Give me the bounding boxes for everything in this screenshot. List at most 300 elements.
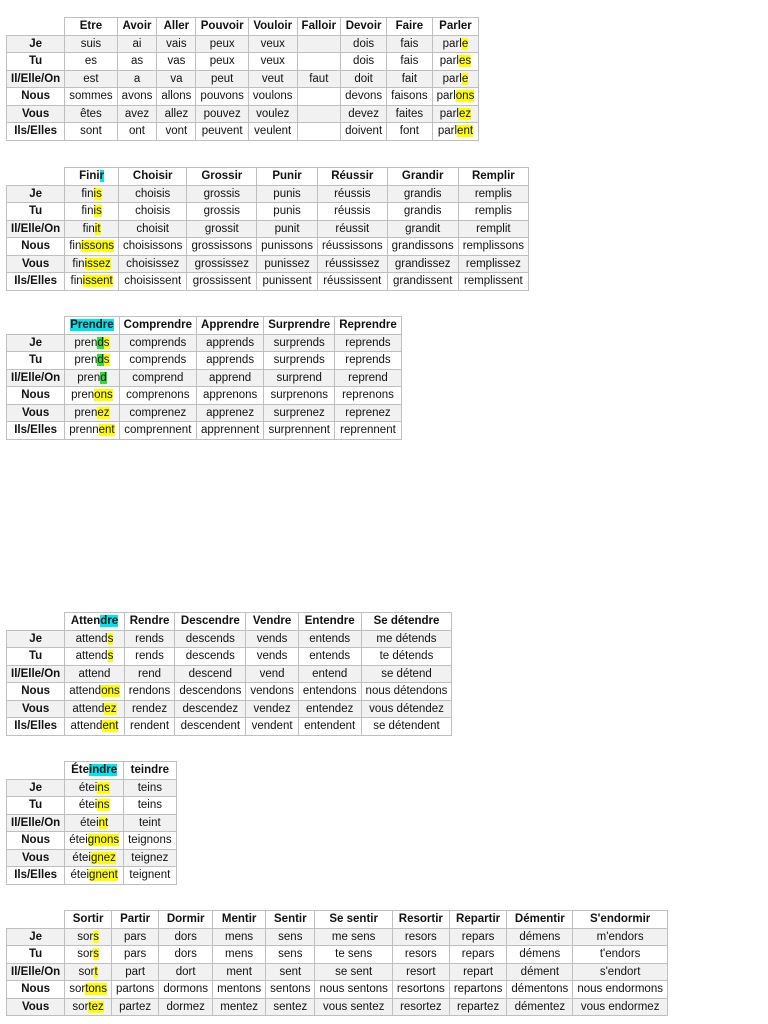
stem-text: étei [78, 799, 98, 812]
conjugation-cell: rend [124, 665, 175, 683]
table-row [7, 422, 402, 440]
conjugation-cell [297, 53, 341, 71]
verb-header: Réussir [317, 168, 387, 186]
table-row [7, 797, 177, 815]
conjugation-table-prendre [6, 316, 402, 440]
verb-header: Sentir [266, 911, 315, 929]
conjugation-cell: me détends [361, 630, 452, 648]
conjugation-cell: sommes [65, 88, 117, 106]
conjugation-cell: allons [157, 88, 196, 106]
table-row [7, 630, 452, 648]
stem-text: étei [80, 816, 99, 829]
conjugation-cell: dois [341, 35, 387, 53]
conjugation-cell: teins [124, 779, 176, 797]
conjugation-cell: doivent [341, 123, 387, 141]
conjugation-cell [65, 334, 119, 352]
stem-text: sor [72, 1000, 89, 1013]
verb-header [65, 317, 119, 335]
verb-header: Démentir [507, 911, 573, 929]
conjugation-cell: surprends [264, 352, 335, 370]
verb-header: Aller [157, 18, 196, 36]
conjugation-cell: choisis [118, 185, 186, 203]
conjugation-cell: comprenons [119, 387, 196, 405]
conjugation-cell: grandit [387, 220, 458, 238]
conjugation-cell: apprends [197, 352, 264, 370]
verb-header: Apprendre [197, 317, 264, 335]
ending-highlight: e [461, 72, 469, 85]
conjugation-cell: grossissons [187, 238, 257, 256]
table-row [7, 779, 177, 797]
conjugation-cell: êtes [65, 105, 117, 123]
conjugation-cell: remplissez [458, 255, 528, 273]
conjugation-cell [65, 665, 125, 683]
conjugation-cell: entendons [298, 683, 361, 701]
conjugation-cell: pouvez [196, 105, 248, 123]
conjugation-cell: sens [266, 946, 315, 964]
pronoun-label: Vous [7, 105, 65, 123]
conjugation-cell: teint [124, 814, 176, 832]
table-row [7, 123, 479, 141]
pronoun-label: Vous [7, 404, 65, 422]
conjugation-table-ir-verbs [6, 167, 529, 291]
pronoun-label: Ils/Elles [7, 867, 65, 885]
table-row [7, 814, 177, 832]
verb-header: Etre [65, 18, 117, 36]
conjugation-cell: vous sentez [315, 998, 392, 1016]
conjugation-cell: teignons [124, 832, 176, 850]
conjugation-cell [65, 185, 119, 203]
conjugation-cell: entends [298, 630, 361, 648]
conjugation-cell: vais [157, 35, 196, 53]
ending-highlight: d [97, 354, 104, 367]
ending-highlight: issent [82, 275, 113, 288]
conjugation-cell: sentez [266, 998, 315, 1016]
conjugation-cell: pars [111, 946, 158, 964]
table-row [7, 718, 452, 736]
conjugation-cell [65, 814, 124, 832]
ending-highlight: issons [81, 240, 114, 253]
stem-text: sor [77, 930, 94, 943]
table-row [7, 665, 452, 683]
ending-highlight: is [93, 187, 102, 200]
table-row [7, 998, 668, 1016]
ending-highlight: s [107, 650, 114, 663]
conjugation-table-eindre [6, 761, 177, 885]
stem-text: fin [81, 205, 94, 218]
conjugation-cell: surprenez [264, 404, 335, 422]
stem-text: parl [439, 55, 459, 68]
conjugation-cell: avez [117, 105, 157, 123]
conjugation-cell: sont [65, 123, 117, 141]
conjugation-cell: surprennent [264, 422, 335, 440]
conjugation-cell: choisissons [118, 238, 186, 256]
conjugation-cell [65, 797, 124, 815]
conjugation-cell [432, 70, 479, 88]
verb-header: Parler [432, 18, 479, 36]
conjugation-cell [65, 404, 119, 422]
conjugation-cell: descendez [175, 700, 246, 718]
conjugation-cell: vous endormez [573, 998, 668, 1016]
ending-highlight: ent [102, 720, 119, 733]
pronoun-label: Je [7, 35, 65, 53]
corner-cell [7, 168, 65, 186]
ending-highlight: ns [97, 781, 110, 794]
ending-highlight: d [97, 336, 104, 349]
conjugation-cell: mentons [213, 981, 266, 999]
conjugation-cell: grossissent [187, 273, 257, 291]
ending-highlight: is [93, 205, 102, 218]
conjugation-cell: me sens [315, 928, 392, 946]
conjugation-cell: es [65, 53, 117, 71]
verb-header: Partir [111, 911, 158, 929]
conjugation-cell: nous sentons [315, 981, 392, 999]
conjugation-cell: grandissez [387, 255, 458, 273]
conjugation-cell: punis [257, 203, 318, 221]
table-row [7, 946, 668, 964]
ending-highlight: ez [104, 702, 117, 715]
conjugation-cell: te sens [315, 946, 392, 964]
conjugation-cell: veulent [248, 123, 297, 141]
table-row [7, 35, 479, 53]
conjugation-cell: rendons [124, 683, 175, 701]
conjugation-cell: punis [257, 185, 318, 203]
conjugation-cell: veux [248, 53, 297, 71]
conjugation-cell: comprends [119, 334, 196, 352]
conjugation-cell [65, 683, 125, 701]
conjugation-cell: surprend [264, 369, 335, 387]
ending-highlight: t [94, 965, 98, 978]
ending-highlight: gnez [90, 851, 116, 864]
conjugation-cell: veux [248, 35, 297, 53]
stem-text: parl [439, 107, 459, 120]
conjugation-cell: peux [196, 35, 248, 53]
conjugation-cell: teignent [124, 867, 176, 885]
conjugation-cell [432, 53, 479, 71]
pronoun-label: Ils/Elles [7, 123, 65, 141]
stem-text: étei [70, 869, 90, 882]
conjugation-cell: reprend [335, 369, 402, 387]
conjugation-cell: faites [387, 105, 432, 123]
conjugation-cell: fais [387, 53, 432, 71]
conjugation-cell [65, 273, 119, 291]
verb-header [65, 168, 119, 186]
conjugation-cell: vendons [246, 683, 298, 701]
conjugation-cell: devez [341, 105, 387, 123]
pronoun-label: Vous [7, 849, 65, 867]
conjugation-cell: mens [213, 946, 266, 964]
conjugation-cell: se sent [315, 963, 392, 981]
verb-header-stem: Fini [79, 170, 100, 183]
conjugation-cell: grossis [187, 185, 257, 203]
conjugation-cell: vendez [246, 700, 298, 718]
conjugation-table-irregular [6, 17, 479, 141]
conjugation-cell: font [387, 123, 432, 141]
verb-header: Surprendre [264, 317, 335, 335]
pronoun-label: Tu [7, 203, 65, 221]
table-row [7, 352, 402, 370]
corner-cell [7, 18, 65, 36]
conjugation-cell [65, 981, 112, 999]
pronoun-label: Nous [7, 981, 65, 999]
verb-header: Resortir [392, 911, 449, 929]
conjugation-cell: ment [213, 963, 266, 981]
table-row [7, 404, 402, 422]
ending-highlight: ez [97, 406, 110, 419]
conjugation-cell: reprenez [335, 404, 402, 422]
conjugation-cell: vendent [246, 718, 298, 736]
verb-header-ending: indre [89, 764, 118, 777]
conjugation-cell: a [117, 70, 157, 88]
conjugation-cell: reprenons [335, 387, 402, 405]
conjugation-cell: dois [341, 53, 387, 71]
pronoun-label: Nous [7, 832, 65, 850]
pronoun-label: Il/Elle/On [7, 220, 65, 238]
verb-header: Grossir [187, 168, 257, 186]
conjugation-cell: teins [124, 797, 176, 815]
pronoun-label: Nous [7, 88, 65, 106]
conjugation-cell: apprend [197, 369, 264, 387]
pronoun-label: Il/Elle/On [7, 665, 65, 683]
ending-highlight: ons [101, 685, 120, 698]
stem-text: attend [69, 685, 102, 698]
verb-header: teindre [124, 762, 176, 780]
conjugation-cell: entendez [298, 700, 361, 718]
table-row [7, 185, 529, 203]
verb-header: Rendre [124, 613, 175, 631]
stem-text: sor [77, 948, 94, 961]
conjugation-cell: pouvons [196, 88, 248, 106]
stem-text: parl [436, 90, 456, 103]
pronoun-label: Il/Elle/On [7, 369, 65, 387]
verb-header-ending: Prendre [70, 319, 114, 332]
conjugation-cell: comprenez [119, 404, 196, 422]
pronoun-label: Je [7, 928, 65, 946]
table-row [7, 387, 402, 405]
conjugation-cell [65, 238, 119, 256]
corner-cell [7, 613, 65, 631]
ending-highlight: issez [84, 257, 111, 270]
conjugation-cell: repart [449, 963, 507, 981]
conjugation-cell: vend [246, 665, 298, 683]
header-row [7, 762, 177, 780]
conjugation-cell: dors [159, 946, 213, 964]
conjugation-cell: réussis [317, 185, 387, 203]
verb-header: Punir [257, 168, 318, 186]
conjugation-cell: resors [392, 946, 449, 964]
stem-text: pren [71, 389, 95, 402]
verb-header: Falloir [297, 18, 341, 36]
stem-text: pren [74, 336, 98, 349]
table-row [7, 238, 529, 256]
conjugation-cell: apprenez [197, 404, 264, 422]
conjugation-cell [297, 88, 341, 106]
pronoun-label: Je [7, 779, 65, 797]
conjugation-cell: choisit [118, 220, 186, 238]
conjugation-cell [65, 832, 124, 850]
header-row [7, 18, 479, 36]
conjugation-cell: ont [117, 123, 157, 141]
verb-header-ending: dre [100, 615, 119, 628]
conjugation-cell: reprends [335, 334, 402, 352]
stem-text: parl [442, 72, 462, 85]
conjugation-cell: apprenons [197, 387, 264, 405]
ending-highlight: s [103, 354, 110, 367]
pronoun-label: Ils/Elles [7, 422, 65, 440]
conjugation-cell: remplissons [458, 238, 528, 256]
table-row [7, 105, 479, 123]
conjugation-cell: resortez [392, 998, 449, 1016]
pronoun-label: Il/Elle/On [7, 814, 65, 832]
conjugation-cell: réussissons [317, 238, 387, 256]
table-row [7, 88, 479, 106]
conjugation-cell [65, 220, 119, 238]
header-row [7, 911, 668, 929]
conjugation-cell: grossissez [187, 255, 257, 273]
ending-highlight: tez [88, 1000, 104, 1013]
conjugation-cell: se détend [361, 665, 452, 683]
conjugation-cell: réussissent [317, 273, 387, 291]
conjugation-cell: te détends [361, 648, 452, 666]
ending-highlight: d [100, 371, 107, 384]
conjugation-cell [432, 88, 479, 106]
conjugation-cell: choisis [118, 203, 186, 221]
pronoun-label: Vous [7, 700, 65, 718]
conjugation-cell: partez [111, 998, 158, 1016]
conjugation-cell: mentez [213, 998, 266, 1016]
conjugation-cell [65, 928, 112, 946]
conjugation-cell: reprennent [335, 422, 402, 440]
conjugation-cell [65, 648, 125, 666]
corner-cell [7, 762, 65, 780]
ending-highlight: es [458, 55, 472, 68]
conjugation-cell: remplissent [458, 273, 528, 291]
stem-text: sor [69, 983, 86, 995]
conjugation-cell [65, 998, 112, 1016]
conjugation-cell: peut [196, 70, 248, 88]
ending-highlight: s [103, 336, 110, 349]
ending-highlight: ns [97, 799, 110, 812]
conjugation-cell: teignez [124, 849, 176, 867]
conjugation-cell: est [65, 70, 117, 88]
conjugation-cell: dort [159, 963, 213, 981]
table-row [7, 220, 529, 238]
stem-text: fin [72, 257, 85, 270]
table-row [7, 70, 479, 88]
conjugation-cell: dormez [159, 998, 213, 1016]
table-row [7, 53, 479, 71]
conjugation-table-sortir-verbs [6, 910, 668, 1016]
conjugation-cell [65, 255, 119, 273]
stem-text: attend [78, 667, 111, 680]
conjugation-cell: choisissent [118, 273, 186, 291]
pronoun-label: Nous [7, 683, 65, 701]
stem-text: pren [74, 406, 98, 419]
pronoun-label: Nous [7, 387, 65, 405]
conjugation-table-dre-verbs [6, 612, 452, 736]
conjugation-cell: remplit [458, 220, 528, 238]
verb-header: Faire [387, 18, 432, 36]
conjugation-cell: avons [117, 88, 157, 106]
stem-text: fin [69, 240, 82, 253]
conjugation-cell: dormons [159, 981, 213, 999]
table-row [7, 683, 452, 701]
pronoun-label: Il/Elle/On [7, 963, 65, 981]
conjugation-cell: voulons [248, 88, 297, 106]
ending-highlight: it [94, 222, 101, 235]
conjugation-cell: grandis [387, 185, 458, 203]
conjugation-cell: s'endort [573, 963, 668, 981]
pronoun-label: Tu [7, 797, 65, 815]
table-row [7, 255, 529, 273]
pronoun-label: Je [7, 630, 65, 648]
conjugation-cell: repartons [449, 981, 507, 999]
stem-text: étei [69, 834, 88, 847]
table-row [7, 369, 402, 387]
conjugation-cell: veut [248, 70, 297, 88]
conjugation-cell: punissons [257, 238, 318, 256]
ending-highlight: ons [94, 389, 113, 402]
verb-header: S'endormir [573, 911, 668, 929]
verb-header: Mentir [213, 911, 266, 929]
verb-header: Se détendre [361, 613, 452, 631]
conjugation-cell [65, 718, 125, 736]
conjugation-cell: punissez [257, 255, 318, 273]
verb-header: Sortir [65, 911, 112, 929]
conjugation-cell: vont [157, 123, 196, 141]
ending-highlight: ent [457, 125, 474, 138]
conjugation-cell: grossis [187, 203, 257, 221]
conjugation-cell: se détendent [361, 718, 452, 736]
conjugation-cell [65, 422, 119, 440]
verb-header: Se sentir [315, 911, 392, 929]
conjugation-cell: repars [449, 946, 507, 964]
ending-highlight: s [93, 948, 99, 961]
conjugation-cell: faisons [387, 88, 432, 106]
table-row [7, 867, 177, 885]
conjugation-cell: mens [213, 928, 266, 946]
conjugation-cell: entend [298, 665, 361, 683]
verb-header [65, 613, 125, 631]
pronoun-label: Je [7, 185, 65, 203]
corner-cell [7, 911, 65, 929]
conjugation-cell: rends [124, 648, 175, 666]
table-row [7, 963, 668, 981]
pronoun-label: Tu [7, 648, 65, 666]
conjugation-cell: sentons [266, 981, 315, 999]
conjugation-cell: ai [117, 35, 157, 53]
conjugation-cell: devons [341, 88, 387, 106]
conjugation-cell: grandis [387, 203, 458, 221]
conjugation-cell: m'endors [573, 928, 668, 946]
conjugation-cell: rends [124, 630, 175, 648]
stem-text: fin [82, 222, 95, 235]
ending-highlight: tons [85, 983, 107, 995]
ending-highlight: s [107, 632, 114, 645]
header-row [7, 168, 529, 186]
conjugation-cell: descends [175, 630, 246, 648]
conjugation-cell: choisissez [118, 255, 186, 273]
conjugation-cell: allez [157, 105, 196, 123]
conjugation-cell: partons [111, 981, 158, 999]
pronoun-label: Tu [7, 53, 65, 71]
pronoun-label: Ils/Elles [7, 718, 65, 736]
conjugation-cell: apprends [197, 334, 264, 352]
conjugation-cell: remplis [458, 185, 528, 203]
conjugation-cell: t'endors [573, 946, 668, 964]
conjugation-cell [297, 35, 341, 53]
conjugation-cell: surprenons [264, 387, 335, 405]
stem-text: attend [72, 702, 105, 715]
